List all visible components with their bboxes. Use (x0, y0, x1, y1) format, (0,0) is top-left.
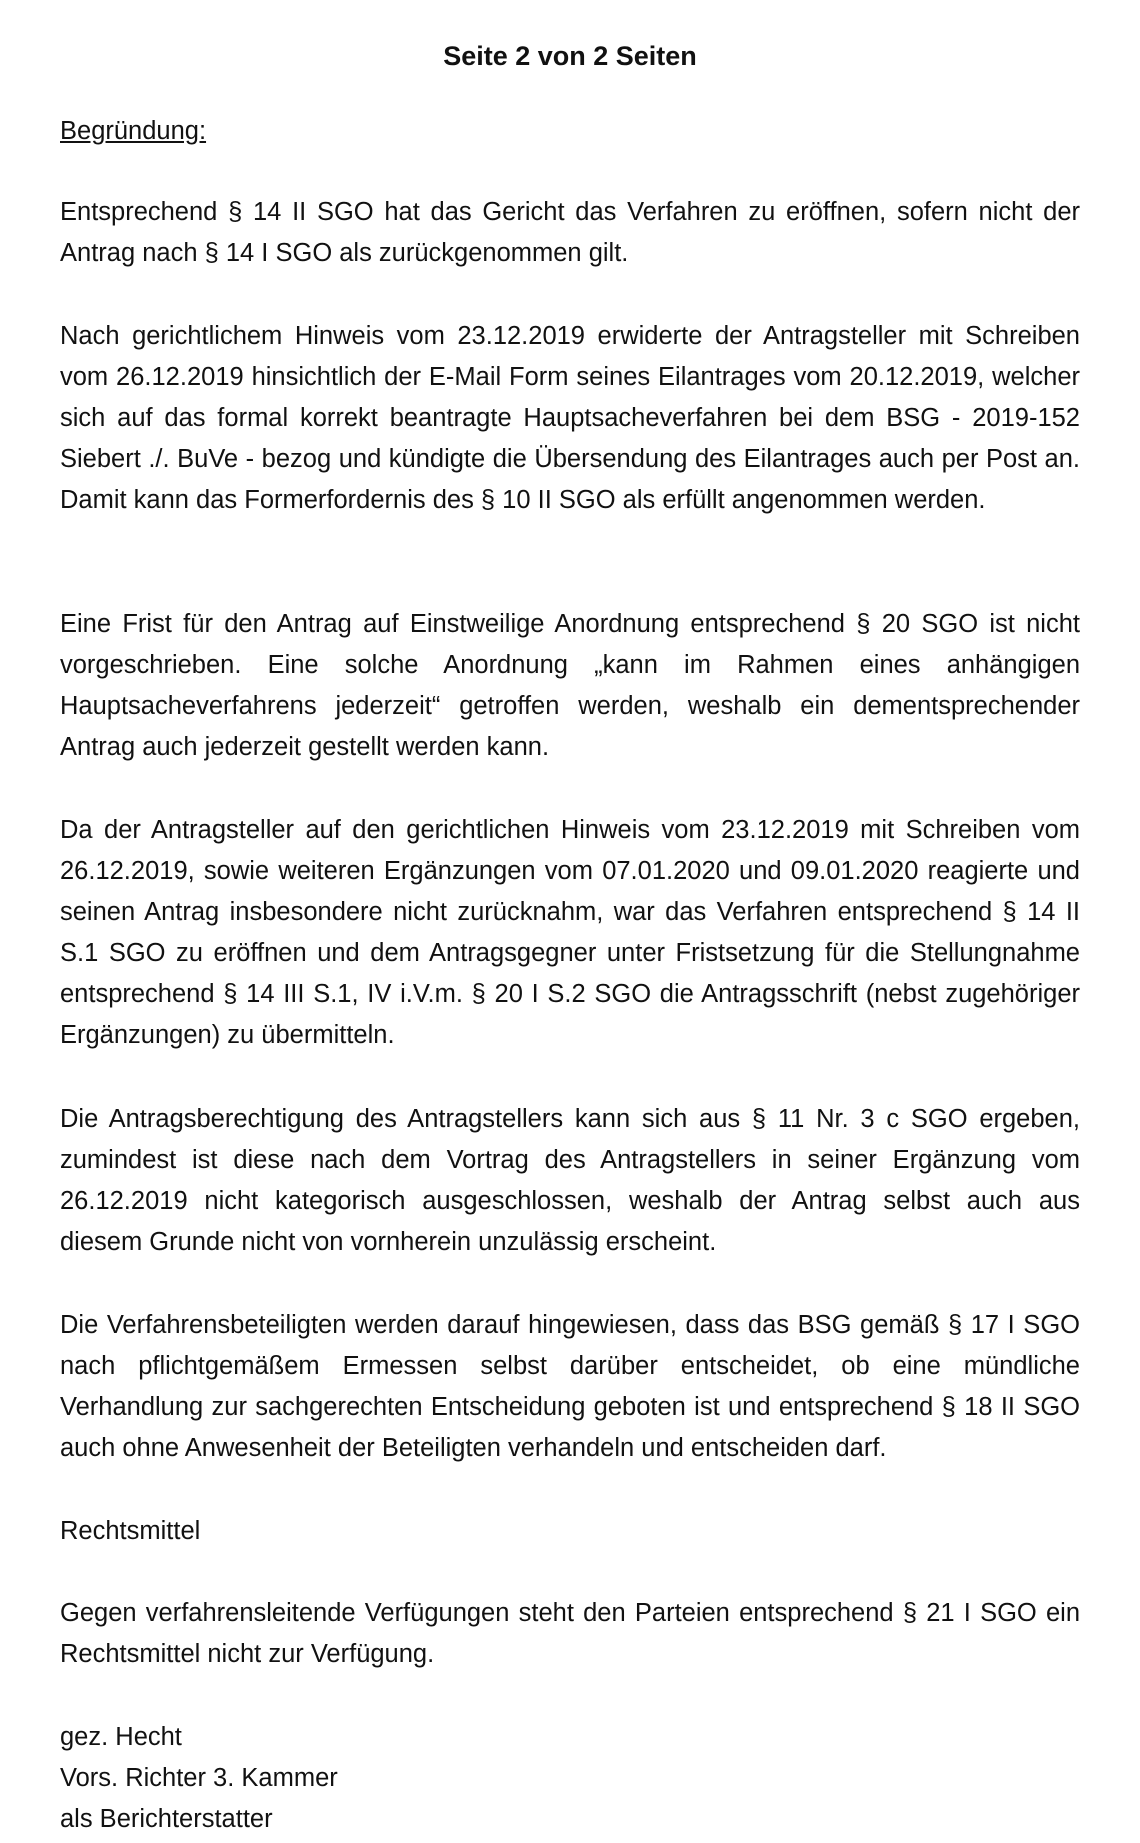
section-title: Begründung: (60, 117, 207, 145)
paragraph-hearing-notice: Die Verfahrensbeteiligten werden darauf hingewiesen, dass das BSG gemäß § 17 I SGO nach pflichtgemäßem Ermessen selbst darüber entscheidet, ob eine mündliche Verhandlung zur sachgerechten Entscheidung geboten ist und entsprechend § 18 II SGO auch ohne Anwesenheit der Beteiligten verhandeln und entscheiden darf. (60, 1311, 1080, 1462)
paragraph-opening-procedure: Da der Antragsteller auf den gerichtlichen Hinweis vom 23.12.2019 mit Schreiben vom 26.12.2019, sowie weiteren Ergänzungen vom 07.01.2020 und 09.01.2020 reagierte und seinen Antrag insbesondere nicht zurücknahm, war das Verfahren entsprechend § 14 II S.1 SGO zu eröffnen und dem Antragsgegner unter Fristsetzung für die Stellungnahme entsprechend § 14 III S.1, IV i.V.m. § 20 I S.2 SGO die Antragsschrift (nebst zugehöriger Ergänzungen) zu übermitteln. (60, 816, 1080, 1049)
page-number-heading: Seite 2 von 2 Seiten (443, 41, 697, 71)
signature-name: gez. Hecht (60, 1723, 182, 1751)
remedy-text: Gegen verfahrensleitende Verfügungen steht den Parteien entsprechend § 21 I SGO ein Rechtsmittel nicht zur Verfügung. (60, 1599, 1080, 1668)
signature-role: als Berichterstatter (60, 1805, 273, 1833)
paragraph-opening: Entsprechend § 14 II SGO hat das Gericht das Verfahren zu eröffnen, sofern nicht der Antrag nach § 14 I SGO als zurückgenommen gilt. (60, 198, 1080, 267)
paragraph-form-requirement: Nach gerichtlichem Hinweis vom 23.12.2019 erwiderte der Antragsteller mit Schreiben vom 26.12.2019 hinsichtlich der E-Mail Form seines Eilantrages vom 20.12.2019, welcher sich auf das formal korrekt beantragte Hauptsacheverfahren bei dem BSG - 2019-152 Siebert ./. BuVe - bezog und kündigte die Übersendung des Eilantrages auch per Post an. Damit kann das Formerfordernis des § 10 II SGO als erfüllt angenommen werden. (60, 322, 1080, 514)
signature-title: Vors. Richter 3. Kammer (60, 1764, 338, 1792)
document-page (60, 0, 1080, 1843)
paragraph-deadline: Eine Frist für den Antrag auf Einstweilige Anordnung entsprechend § 20 SGO ist nicht vorgeschrieben. Eine solche Anordnung „kann im Rahmen eines anhängigen Hauptsacheverfahrens jederzeit“ getroffen werden, weshalb ein dementsprechender Antrag auch jederzeit gestellt werden kann. (60, 610, 1080, 761)
remedy-heading: Rechtsmittel (60, 1517, 201, 1545)
paragraph-standing: Die Antragsberechtigung des Antragstellers kann sich aus § 11 Nr. 3 c SGO ergeben, zumindest ist diese nach dem Vortrag des Antragstellers in seiner Ergänzung vom 26.12.2019 nicht kategorisch ausgeschlossen, weshalb der Antrag selbst auch aus diesem Grunde nicht von vornherein unzulässig erscheint. (60, 1105, 1080, 1256)
